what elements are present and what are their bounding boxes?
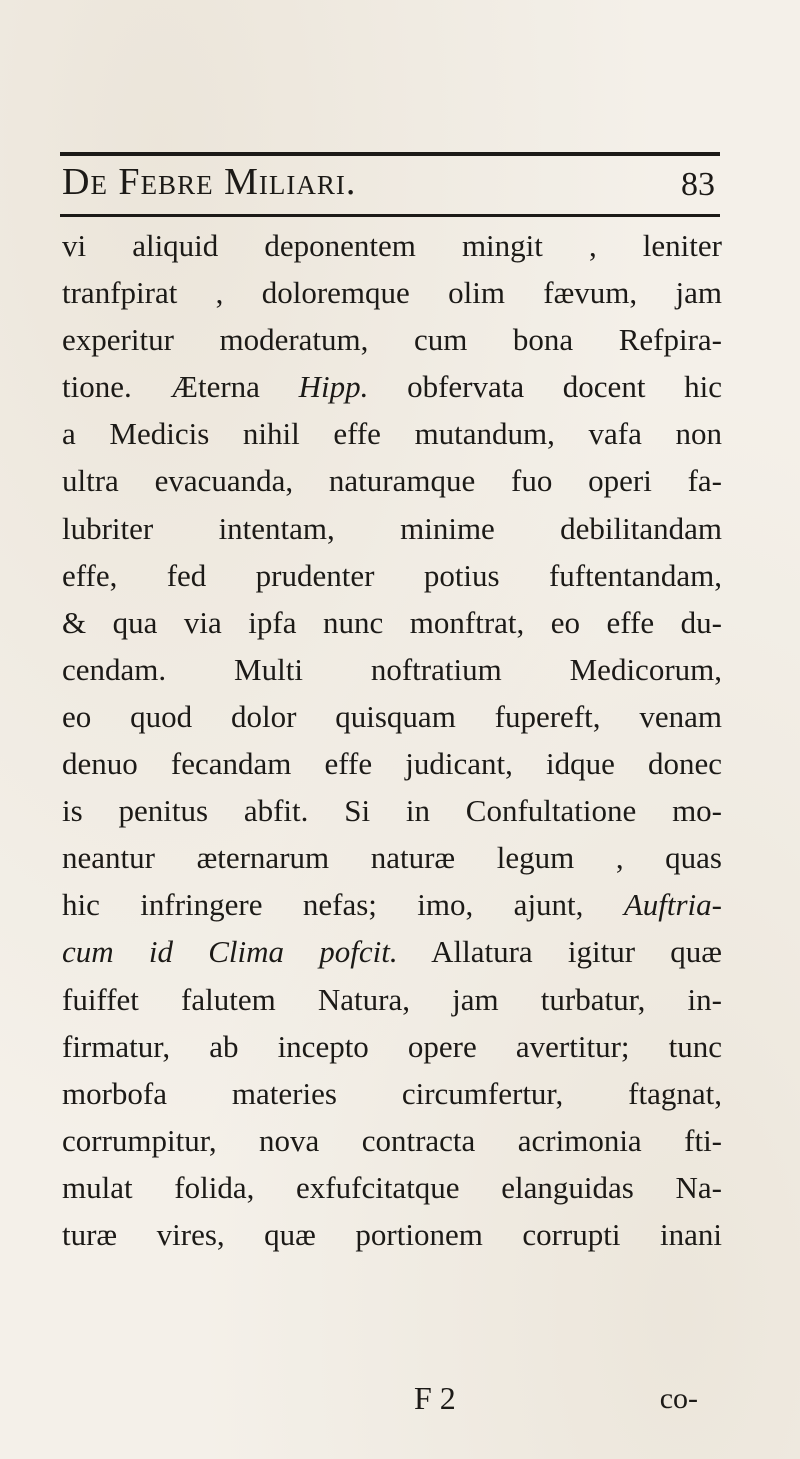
- text-line: ultra evacuanda, naturamque fuo operi fa-: [62, 463, 722, 499]
- text-line: vi aliquid deponentem mingit , leniter: [62, 228, 722, 263]
- text-line: eo quod dolor quisquam fupereft, venam: [62, 698, 722, 734]
- top-rule: [60, 152, 720, 156]
- head-rule: [60, 214, 720, 217]
- text-line: fuiffet falutem Natura, jam turbatur, in-: [62, 981, 722, 1017]
- text-line: firmatur, ab incepto opere avertitur; tunc: [62, 1028, 722, 1064]
- running-head-title: De Febre Miliari.: [62, 161, 357, 203]
- catchword: co-: [659, 1382, 698, 1415]
- text-line: corrumpitur, nova contracta acrimonia fti-: [62, 1122, 722, 1158]
- body-text: [62, 222, 722, 1258]
- text-line: experitur moderatum, cum bona Refpira-: [62, 322, 722, 358]
- page-number: 83: [681, 166, 715, 203]
- text-line: & qua via ipfa nunc monftrat, eo effe du-: [62, 604, 722, 640]
- text-line: cum id Clima pofcit. Allatura igitur quæ: [62, 934, 722, 970]
- page-footer: [62, 1380, 722, 1430]
- text-line: effe, fed prudenter potius fuftentandam,: [62, 557, 722, 593]
- text-line: hic infringere nefas; imo, ajunt, Auftria-: [62, 887, 722, 923]
- text-line: tione. Æterna Hipp. obfervata docent hic: [62, 369, 722, 405]
- text-line: morbofa materies circumfertur, ftagnat,: [62, 1075, 722, 1111]
- text-line: neantur æternarum naturæ legum , quas: [62, 840, 722, 876]
- text-line: denuo fecandam effe judicant, idque donec: [62, 746, 722, 782]
- text-line: cendam. Multi noftratium Medicorum,: [62, 651, 722, 687]
- text-line: lubriter intentam, minime debilitandam: [62, 510, 722, 546]
- text-line: a Medicis nihil effe mutandum, vafa non: [62, 416, 722, 452]
- text-line: turæ vires, quæ portionem corrupti inani: [62, 1216, 722, 1252]
- text-line: mulat folida, exfufcitatque elanguidas Na-: [62, 1169, 722, 1205]
- text-line: tranfpirat , doloremque olim fævum, jam: [62, 275, 722, 311]
- running-head: [62, 160, 717, 208]
- signature-mark: F 2: [414, 1380, 456, 1416]
- text-line: is penitus abfit. Si in Confultatione mo-: [62, 793, 722, 829]
